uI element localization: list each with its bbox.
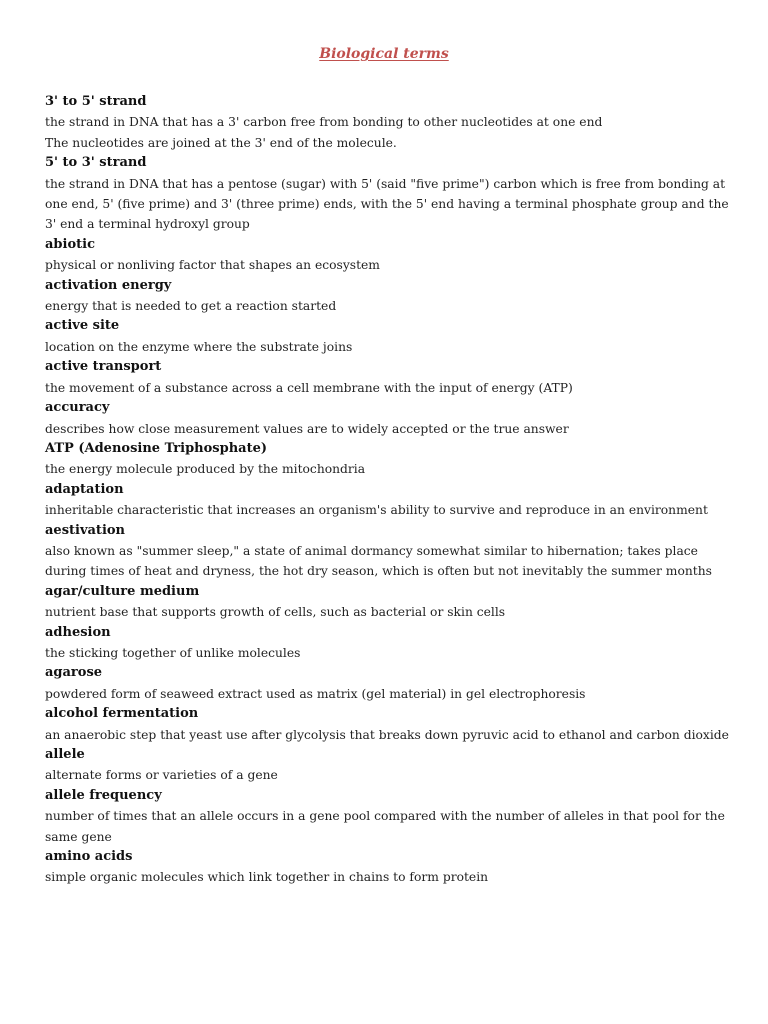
glossary-entry: [45, 704, 735, 745]
glossary-entry: [45, 276, 735, 317]
term-agar-culture-medium: agar/culture medium: [45, 583, 200, 599]
definition-amino-acids: simple organic molecules which link together in chains to form protein: [45, 870, 489, 885]
glossary-entry: [45, 663, 735, 704]
definition-abiotic: physical or nonliving factor that shapes an ecosystem: [45, 258, 380, 273]
glossary-entry: [45, 582, 735, 623]
definition-atp: the energy molecule produced by the mitochondria: [45, 462, 366, 477]
definition-alcohol-fermentation: an anaerobic step that yeast use after glycolysis that breaks down pyruvic acid to ethanol and carbon dioxide: [45, 727, 729, 742]
glossary-entry: [45, 357, 735, 398]
term-adhesion: adhesion: [45, 624, 111, 640]
glossary-entry: [45, 847, 735, 888]
glossary-entry: [45, 745, 735, 786]
definition-allele: alternate forms or varieties of a gene: [45, 768, 278, 783]
term-allele-frequency: allele frequency: [45, 787, 162, 803]
glossary-entry: [45, 235, 735, 276]
definition-5-to-3-strand: the strand in DNA that has a pentose (sugar) with 5' (said "five prime") carbon which is free from bonding at one end, 5' (five prime) and 3' (three prime) ends, with the 5' end having a terminal phosphate group and the 3' end a terminal hydroxyl group: [45, 176, 729, 232]
definition-adhesion: the sticking together of unlike molecules: [45, 645, 301, 660]
definition-allele-frequency: number of times that an allele occurs in a gene pool compared with the number of alleles in that pool for the same gene: [45, 809, 725, 844]
glossary-entry: [45, 521, 735, 582]
term-amino-acids: amino acids: [45, 849, 133, 865]
glossary-entry: [45, 480, 735, 521]
term-alcohol-fermentation: alcohol fermentation: [45, 706, 199, 722]
definition-3-to-5-strand: [45, 112, 735, 153]
term-adaptation: adaptation: [45, 481, 124, 497]
term-atp: ATP (Adenosine Triphosphate): [45, 440, 268, 456]
glossary-entry: [45, 316, 735, 357]
definition-agarose: powdered form of seaweed extract used as matrix (gel material) in gel electrophoresis: [45, 686, 586, 701]
definition-line: the strand in DNA that has a 3' carbon free from bonding to other nucleotides at one end: [45, 115, 603, 130]
term-5-to-3-strand: 5' to 3' strand: [45, 155, 147, 171]
term-activation-energy: activation energy: [45, 277, 172, 293]
term-aestivation: aestivation: [45, 522, 125, 538]
glossary-entry: [45, 439, 735, 480]
definition-activation-energy: energy that is needed to get a reaction started: [45, 299, 337, 314]
glossary-entry: [45, 92, 735, 153]
glossary-list: [45, 92, 735, 888]
glossary-entry: [45, 623, 735, 664]
term-active-transport: active transport: [45, 359, 162, 375]
definition-agar-culture-medium: nutrient base that supports growth of cells, such as bacterial or skin cells: [45, 605, 506, 620]
definition-aestivation: also known as "summer sleep," a state of animal dormancy somewhat similar to hibernation; takes place during times of heat and dryness, the hot dry season, which is often but not inevitably the summer months: [45, 543, 712, 579]
term-abiotic: abiotic: [45, 236, 95, 252]
definition-active-transport: the movement of a substance across a cell membrane with the input of energy (ATP): [45, 380, 573, 395]
glossary-entry: [45, 786, 735, 847]
definition-active-site: location on the enzyme where the substrate joins: [45, 339, 353, 354]
term-agarose: agarose: [45, 665, 103, 681]
term-accuracy: accuracy: [45, 400, 110, 416]
definition-accuracy: describes how close measurement values are to widely accepted or the true answer: [45, 421, 569, 436]
term-active-site: active site: [45, 318, 120, 334]
term-3-to-5-strand: 3' to 5' strand: [45, 94, 147, 109]
document-title: Biological terms: [319, 46, 449, 62]
definition-line: The nucleotides are joined at the 3' end of the molecule.: [45, 135, 397, 150]
glossary-entry: [45, 153, 735, 235]
definition-adaptation: inheritable characteristic that increases an organism's ability to survive and reproduce in an environment: [45, 503, 708, 518]
glossary-entry: [45, 398, 735, 439]
term-allele: allele: [45, 747, 85, 762]
